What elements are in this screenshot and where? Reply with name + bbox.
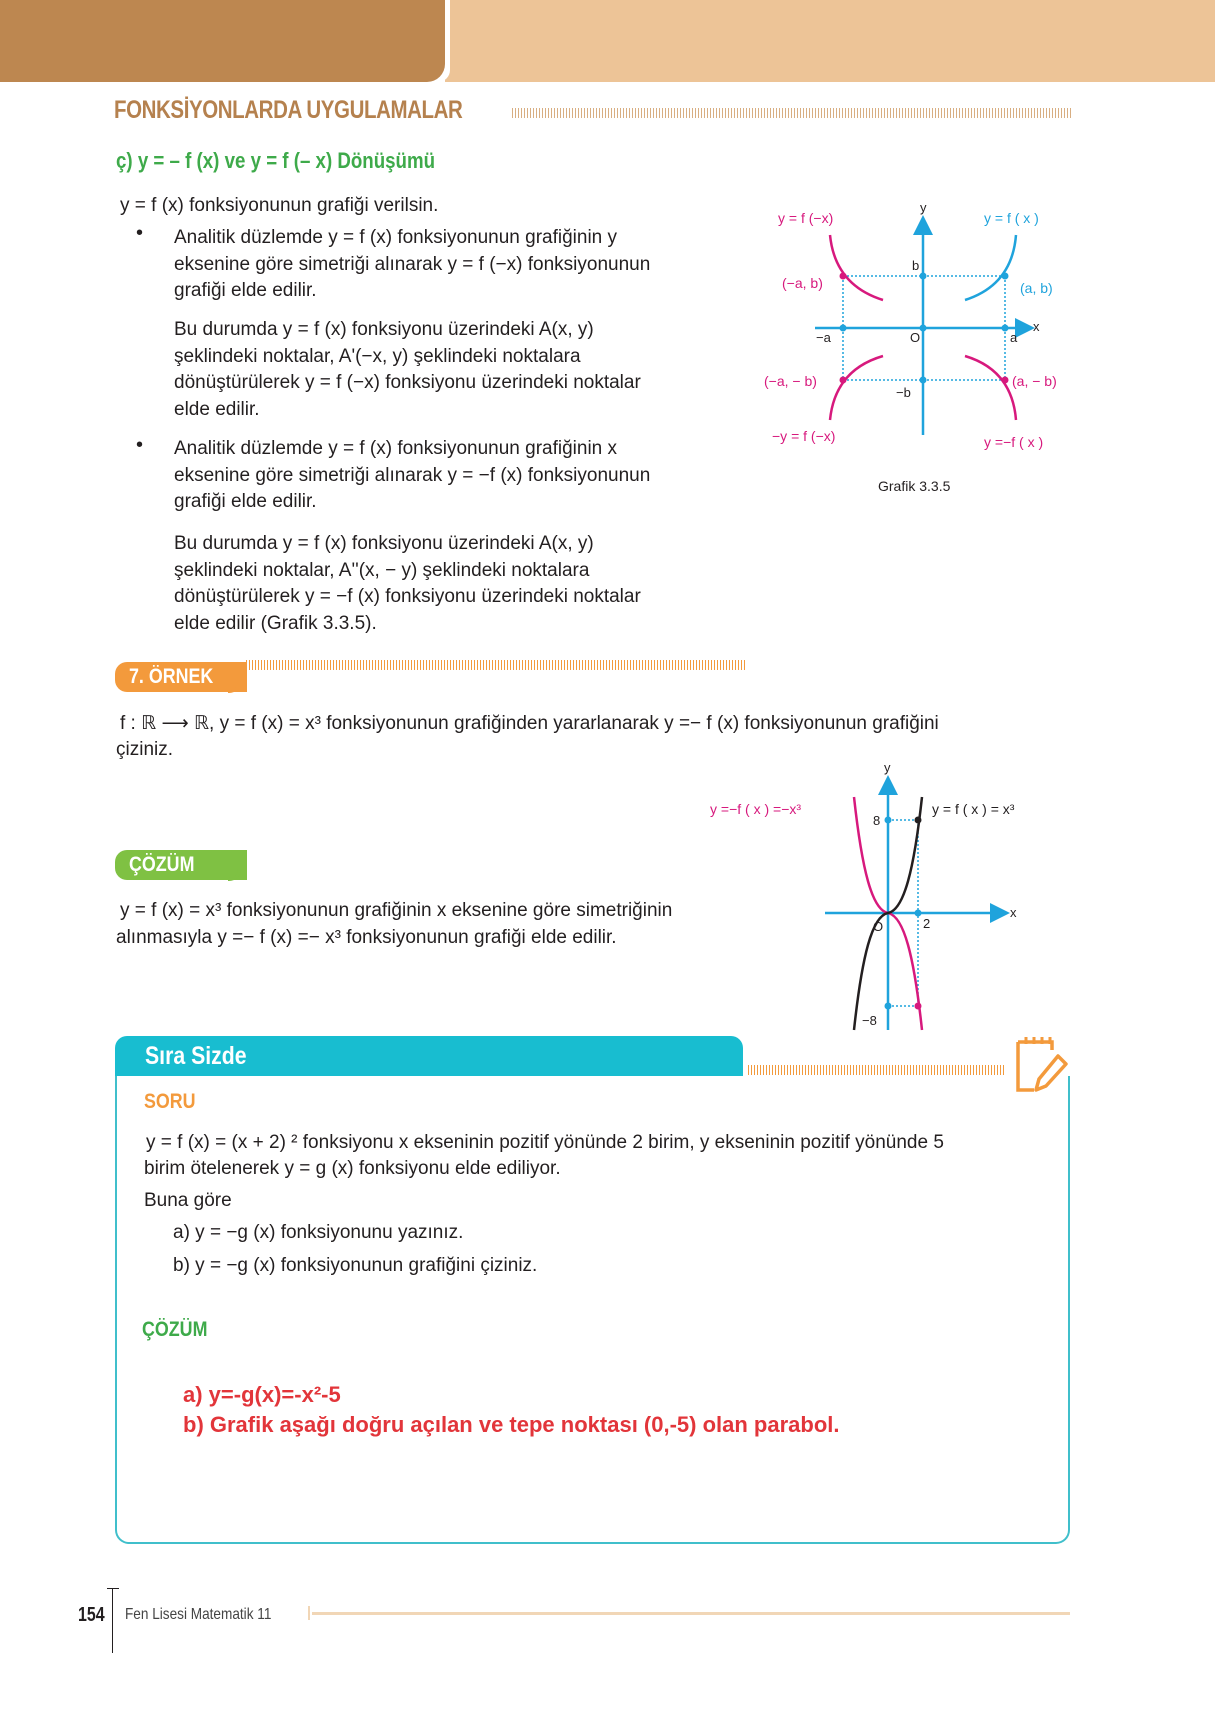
svg-text:y = f ( x ) = x³: y = f ( x ) = x³: [932, 801, 1015, 817]
header-band-dark: [0, 0, 445, 82]
example-rule: [246, 660, 746, 670]
notepad-pencil-icon: [1012, 1034, 1072, 1094]
svg-text:(a, b): (a, b): [1020, 280, 1053, 296]
svg-text:x: x: [1010, 905, 1017, 920]
section-title-rule: [512, 108, 1072, 118]
svg-text:(−a, − b): (−a, − b): [764, 373, 817, 389]
question-a: a) y = −g (x) fonksiyonunu yazınız.: [173, 1222, 464, 1243]
bullet-1-text: Analitik düzlemde y = f (x) fonksiyonunun grafiğinin y eksenine göre simetriği alınarak y = f (−x) fonksiyonunun grafiği elde edilir.: [174, 227, 651, 301]
answer-b: b) Grafik aşağı doğru açılan ve tepe noktası (0,-5) olan parabol.: [183, 1412, 840, 1437]
graph-symmetry: [750, 190, 1080, 510]
answer-a: a) y=-g(x)=-x²-5: [183, 1382, 341, 1407]
svg-text:y: y: [920, 200, 927, 215]
example-tag: 7. ÖRNEK: [115, 662, 247, 692]
header-band-light: [445, 0, 1215, 82]
example-line-2: çiziniz.: [116, 739, 174, 760]
example-line-1: f : ℝ ⟶ ℝ, y = f (x) = x³ fonksiyonunun grafiğinden yararlanarak y =− f (x) fonksiyonunun grafiğini: [120, 713, 939, 734]
solution-line-2: alınmasıyla y =− f (x) =− x³ fonksiyonunun grafiği elde edilir.: [116, 927, 617, 948]
sira-sizde-header: Sıra Sizde: [115, 1036, 743, 1076]
svg-text:x: x: [1033, 319, 1040, 334]
bullet-dot: •: [136, 434, 144, 456]
solution-tag: ÇÖZÜM: [115, 850, 247, 880]
bullet-1-detail: Bu durumda y = f (x) fonksiyonu üzerindeki A(x, y) şeklindeki noktalar, A'(−x, y) şeklindeki noktalara dönüştürülerek y = f (−x) fonksiyonu üzerindeki noktalar elde edilir.: [174, 319, 641, 420]
footer-tick: [107, 1588, 119, 1589]
svg-text:b: b: [912, 258, 920, 273]
svg-text:−y = f (−x): −y = f (−x): [772, 428, 836, 444]
solution-line-1: y = f (x) = x³ fonksiyonunun grafiğinin x eksenine göre simetriğinin: [120, 900, 673, 921]
svg-text:y =−f ( x ) =−x³: y =−f ( x ) =−x³: [710, 801, 802, 817]
svg-text:(−a, b): (−a, b): [782, 275, 823, 291]
question-line-2: birim ötelenerek y = g (x) fonksiyonu elde ediliyor.: [144, 1158, 561, 1179]
subtitle: ç) y = – f (x) ve y = f (– x) Dönüşümü: [116, 148, 436, 173]
question-line-3: Buna göre: [144, 1190, 232, 1211]
svg-text:O: O: [873, 919, 884, 934]
svg-text:y = f (−x): y = f (−x): [778, 210, 834, 226]
sira-sizde-rule: [748, 1065, 1006, 1075]
bullet-2-detail: Bu durumda y = f (x) fonksiyonu üzerindeki A(x, y) şeklindeki noktalar, A''(x, − y) şeklindeki noktalara dönüştürülerek y = −f (x) fonksiyonu üzerindeki noktalar elde edilir (Grafik 3.3.5).: [174, 533, 641, 634]
svg-text:−a: −a: [816, 330, 831, 345]
svg-text:−8: −8: [862, 1013, 877, 1028]
svg-text:y = f ( x ): y = f ( x ): [984, 210, 1039, 226]
intro-line: y = f (x) fonksiyonunun grafiği verilsin.: [120, 195, 439, 216]
footer-rule-cap: [308, 1606, 310, 1620]
footer-rule: [312, 1612, 1070, 1615]
svg-text:8: 8: [873, 813, 881, 828]
cozum-label: ÇÖZÜM: [142, 1318, 208, 1341]
svg-text:a: a: [1010, 330, 1018, 345]
svg-text:Grafik 3.3.5: Grafik 3.3.5: [878, 478, 951, 494]
svg-text:(a, − b): (a, − b): [1012, 373, 1057, 389]
svg-text:−b: −b: [896, 385, 911, 400]
page-number: 154: [78, 1604, 105, 1626]
svg-text:y =−f ( x ): y =−f ( x ): [984, 434, 1044, 450]
question-b: b) y = −g (x) fonksiyonunun grafiğini çiziniz.: [173, 1255, 538, 1276]
bullet-dot: •: [136, 222, 144, 244]
book-title: Fen Lisesi Matematik 11: [125, 1606, 272, 1623]
footer-divider: [112, 1588, 113, 1653]
soru-label: SORU: [144, 1090, 196, 1113]
graph-cubic: [690, 750, 1090, 1040]
svg-text:O: O: [910, 330, 921, 345]
section-title: FONKSİYONLARDA UYGULAMALAR: [114, 96, 463, 124]
question-line-1: y = f (x) = (x + 2) ² fonksiyonu x ekseninin pozitif yönünde 2 birim, y ekseninin pozitif yönünde 5: [146, 1132, 944, 1153]
svg-text:2: 2: [923, 916, 931, 931]
bullet-2-text: Analitik düzlemde y = f (x) fonksiyonunun grafiğinin x eksenine göre simetriği alınarak y = −f (x) fonksiyonunun grafiği elde edilir.: [174, 438, 651, 512]
svg-text:y: y: [884, 760, 891, 775]
